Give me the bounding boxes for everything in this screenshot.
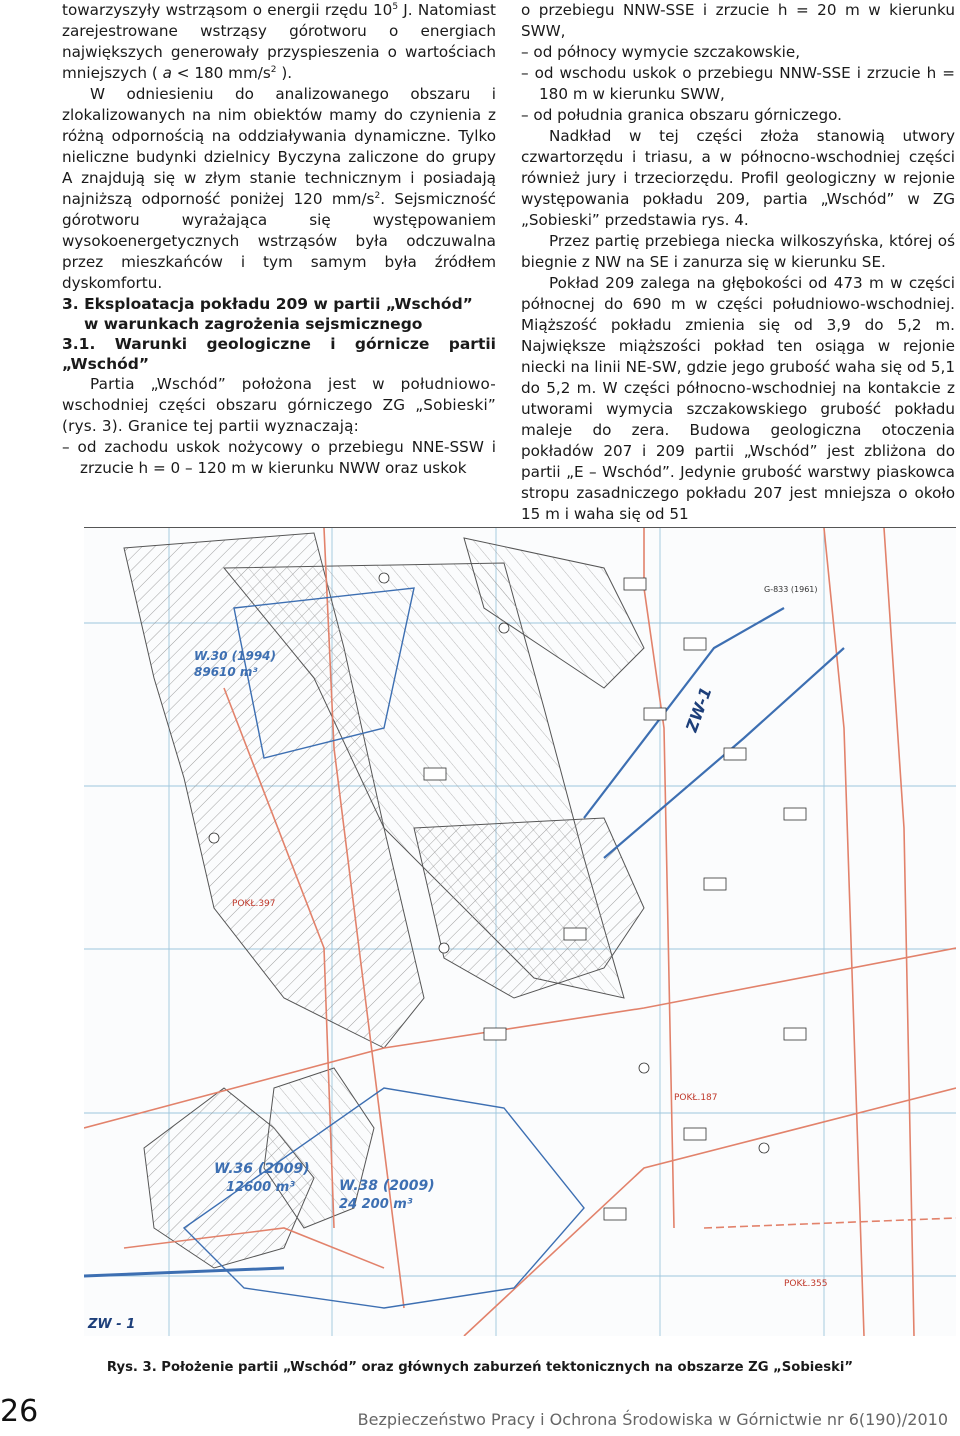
label-w38: W.38 (2009) — [339, 1178, 435, 1194]
paragraph-overburden: Nadkład w tej części złoża stanowią utwory czwartorzędu i triasu, a w północno-wschodniej części również jury i trzeciorzędu. Profil geologiczny w rejonie występowania pokładu 209, partia „Wschód” w ZG „Sobieski” przedstawia rys. 4. — [521, 127, 955, 229]
mining-map-figure — [84, 527, 956, 1336]
left-column — [62, 0, 496, 479]
page-number: 26 — [0, 1394, 39, 1429]
text-run: towarzyszyły wstrząsom o energii rzędu 10 — [62, 1, 393, 19]
label-w36-volume: 12600 m³ — [226, 1180, 295, 1195]
paragraph-continued: o przebiegu NNW-SSE i zrzucie h = 20 m w kierunku SWW, — [521, 1, 955, 40]
list-item: – od północy wymycie szczakowskie, — [521, 43, 801, 61]
label-zw1-top: ZW-1 — [681, 684, 716, 735]
paragraph-2 — [62, 84, 496, 294]
variable: a — [162, 64, 172, 82]
heading-line: 3. Eksploatacja pokładu 209 w partii „Wschód” — [62, 295, 473, 313]
superscript: 2 — [270, 64, 277, 75]
text-run: ). — [276, 64, 293, 82]
label-w30-volume: 89610 m³ — [194, 665, 258, 679]
label-pokl355: POKŁ.355 — [784, 1279, 828, 1289]
right-column — [521, 0, 955, 525]
paragraph-syncline: Przez partię przebiega niecka wilkoszyńska, której oś biegnie z NW na SE i zanurza się w kierunku SE. — [521, 232, 955, 271]
text-run: < 180 mm/s — [171, 64, 271, 82]
label-pokl397: POKŁ.397 — [232, 899, 276, 909]
label-g833: G-833 (1961) — [764, 585, 818, 594]
label-pokl187: POKŁ.187 — [674, 1093, 718, 1103]
label-w30: W.30 (1994) — [194, 649, 276, 663]
section-heading-3 — [62, 294, 496, 334]
label-zw1-bottom: ZW - 1 — [88, 1317, 136, 1332]
mining-panels — [124, 533, 644, 1268]
list-item: – od wschodu uskok o przebiegu NNW-SSE i zrzucie h = 180 m w kierunku SWW, — [521, 64, 955, 103]
superscript: 2 — [374, 190, 381, 201]
heading-line: w warunkach zagrożenia sejsmicznego — [84, 315, 423, 333]
list-item: – od zachodu uskok nożycowy o przebiegu NNE-SSW i zrzucie h = 0 – 120 m w kierunku NWW oraz uskok — [62, 438, 496, 477]
text-run: J. Natomiast zarejestrowane wstrząsy górotworu o energiach największych generowały przyspieszenia o wartościach mniejszych ( — [62, 1, 496, 82]
label-w38-volume: 24 200 m³ — [339, 1197, 413, 1212]
text-run: W odniesieniu do analizowanego obszaru i zlokalizowanych na nim obiektów mamy do czynienia z różną odpornością na oddziaływania dynamiczne. Tylko nieliczne budynki dzielnicy Byczyna zaliczone do grupy A znajdują się w złym stanie technicznym i posiadają najniższą odporność poniżej 120 mm/s — [62, 85, 496, 208]
paragraph-3: Partia „Wschód” położona jest w południowo-wschodniej części obszaru górniczego ZG „Sobieski” (rys. 3). Granice tej partii wyznaczają: — [62, 375, 496, 435]
paragraph-seam-209: Pokład 209 zalega na głębokości od 473 m w części północnej do 690 m w części południowo-wschodniej. Miąższość pokładu zmienia się od 3,9 do 5,2 m. Największe miąższości pokład ten osiąga w rejonie niecki na linii NE-SW, gdzie jego grubość waha się od 5,1 do 5,2 m. W części północno-wschodniej na kontakcie z utworami wymycia szczakowskiego grubość pokładu maleje do zera. Budowa geologiczna otoczenia pokładów 207 i 209 partii „Wschód” jest zbliżona do partii „E – Wschód”. Jedynie grubość warstwy piaskowca stropu zasadniczego pokładu 207 jest mniejsza o około 15 m i waha się od 51 — [521, 274, 955, 523]
journal-footer: Bezpieczeństwo Pracy i Ochrona Środowiska w Górnictwie nr 6(190)/2010 — [357, 1410, 948, 1429]
superscript: 5 — [392, 1, 399, 12]
list-item: – od południa granica obszaru górniczego. — [521, 106, 842, 124]
figure-caption: Rys. 3. Położenie partii „Wschód” oraz głównych zaburzeń tektonicznych na obszarze ZG „Sobieski” — [106, 1360, 854, 1375]
mining-map — [84, 528, 956, 1336]
label-w36: W.36 (2009) — [214, 1161, 310, 1177]
section-heading-3-1: 3.1. Warunki geologiczne i górnicze partii „Wschód” — [62, 335, 496, 373]
text-run: . Sejsmiczność górotworu wyrażająca się występowaniem wysokoenergetycznych wstrząsów była odczuwalna przez mieszkańców i tym samym była źródłem dyskomfortu. — [62, 190, 496, 292]
paragraph-1 — [62, 0, 496, 84]
